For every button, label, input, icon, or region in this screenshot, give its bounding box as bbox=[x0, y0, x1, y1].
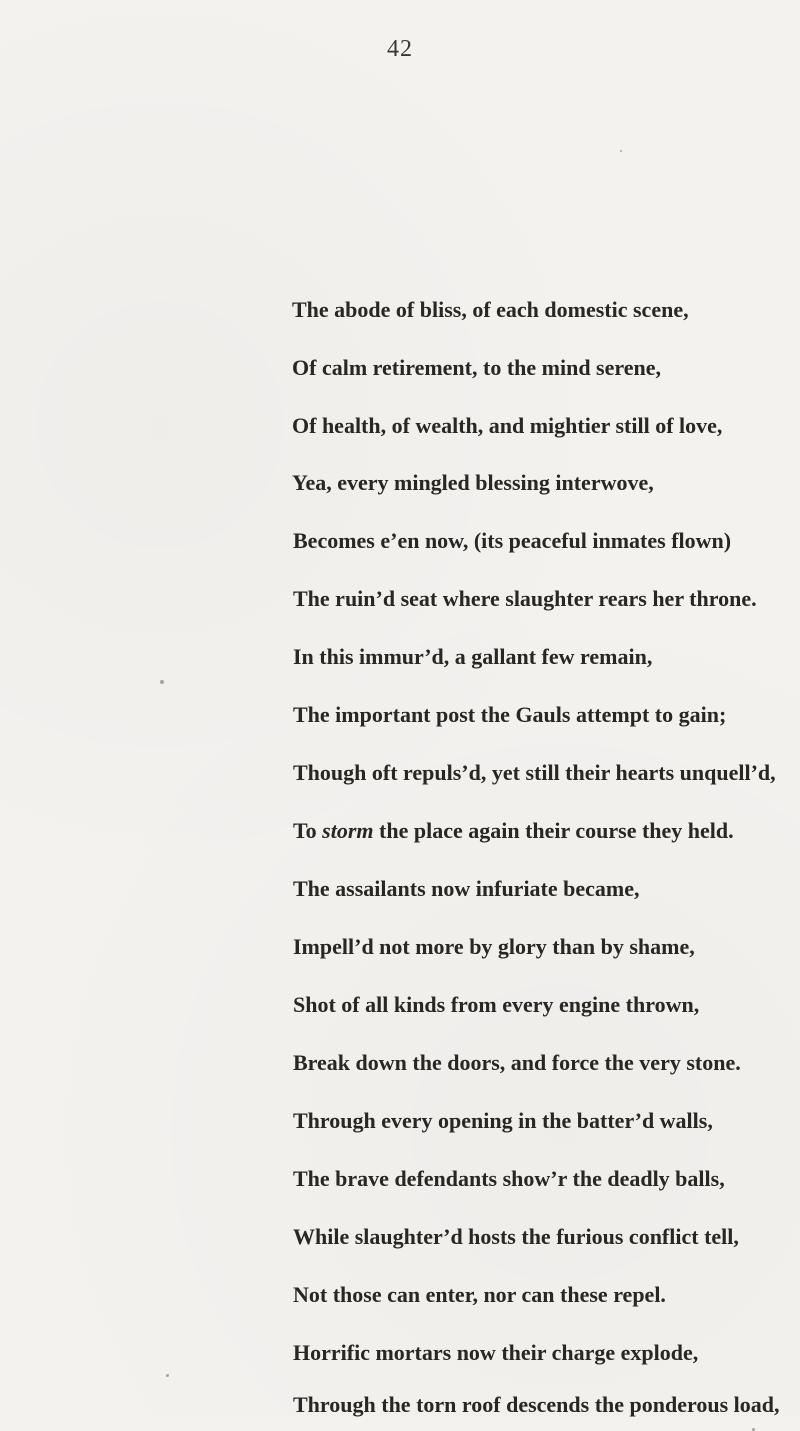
poem-line-6: The ruin’d seat where slaughter rears her throne. bbox=[293, 586, 757, 611]
poem-line-7: In this immur’d, a gallant few remain, bbox=[293, 644, 653, 669]
page-number: 42 bbox=[387, 36, 413, 62]
poem-line-12: Impell’d not more by glory than by shame, bbox=[293, 934, 695, 959]
poem-line-19: Horrific mortars now their charge explode, bbox=[293, 1340, 699, 1365]
poem-line-10: To storm the place again their course they held. bbox=[293, 818, 734, 843]
poem-line-16: The brave defendants show’r the deadly balls, bbox=[293, 1166, 725, 1191]
paper-speck bbox=[160, 680, 164, 684]
poem-line-18: Not those can enter, nor can these repel. bbox=[293, 1282, 666, 1307]
poem-line-4: Yea, every mingled blessing interwove, bbox=[292, 470, 654, 495]
poem-line-13: Shot of all kinds from every engine thrown, bbox=[293, 992, 700, 1017]
poem-line-5: Becomes e’en now, (its peaceful inmates flown) bbox=[293, 528, 732, 553]
poem-line-17: While slaughter’d hosts the furious conflict tell, bbox=[293, 1224, 739, 1249]
poem-line-2: Of calm retirement, to the mind serene, bbox=[292, 355, 662, 380]
poem-line-3: Of health, of wealth, and mightier still of love, bbox=[292, 413, 723, 438]
poem-line-15: Through every opening in the batter’d walls, bbox=[293, 1108, 713, 1133]
poem-line-11: The assailants now infuriate became, bbox=[293, 876, 640, 901]
poem-line-8: The important post the Gauls attempt to gain; bbox=[293, 702, 727, 727]
poem-line-1: The abode of bliss, of each domestic scene, bbox=[292, 297, 689, 322]
paper-speck bbox=[620, 150, 622, 152]
poem-line-14: Break down the doors, and force the very stone. bbox=[293, 1050, 741, 1075]
poem-line-20: Through the torn roof descends the ponderous load, bbox=[293, 1392, 780, 1417]
paper-speck bbox=[166, 1374, 169, 1377]
poem-line-9: Though oft repuls’d, yet still their hearts unquell’d, bbox=[293, 760, 776, 785]
